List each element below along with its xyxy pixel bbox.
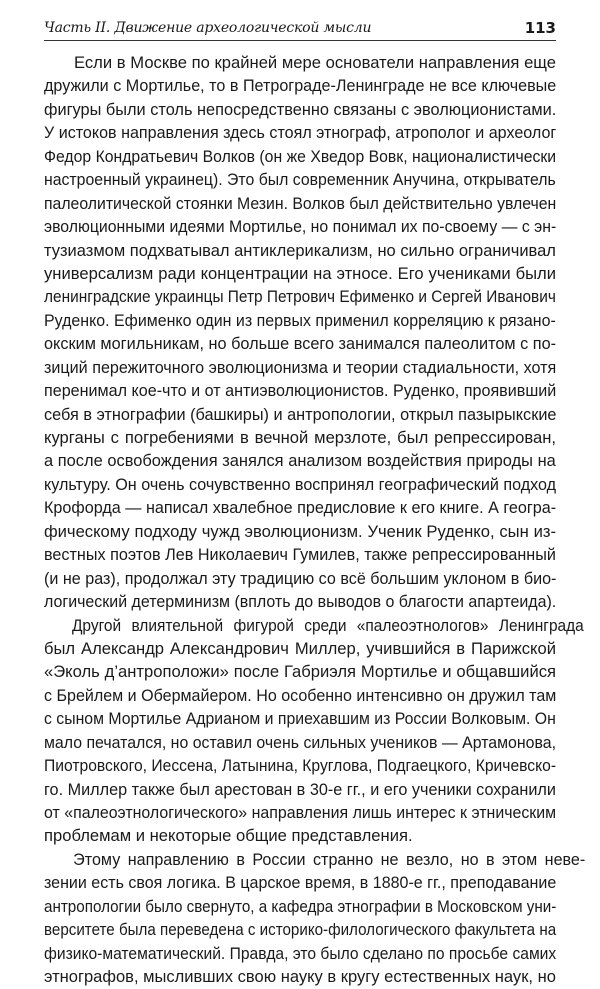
text-line: с Брейлем и Обермайером. Но особенно интенсивно он дружил там: [44, 685, 557, 705]
text-line: зении есть своя логика. В царское время, в 1880-е гг., преподавание: [44, 873, 557, 893]
text-line: культуру. Он очень сочувственно воспринял географический подход: [44, 474, 557, 494]
text-line: мало печатался, но оставил очень сильных учеников — Артамонова,: [44, 732, 556, 752]
text-line: себя в этнографии (башкиры) и антропологии, открыл пазырыкские: [44, 404, 557, 424]
text-line: проблемам и некоторые общие представления.: [44, 826, 413, 846]
paragraph: [44, 51, 556, 614]
running-title: Часть II. Движение археологической мысли: [44, 20, 372, 36]
text-line: Если в Москве по крайней мере основатели направления еще: [74, 53, 556, 72]
text-line: от «палеоэтнологического» направления лишь интерес к этническим: [44, 803, 557, 822]
page-number: 113: [524, 19, 556, 37]
text-line: перенимал кое-что и от антиэволюционистов. Руденко, проявивший: [44, 381, 557, 401]
text-line: фигуры были столь непосредственно связаны с эволюционистами.: [44, 99, 557, 119]
paragraph: [44, 848, 586, 989]
text-line: Крофорда — написал хвалебное предисловие к его книге. А геогра-: [44, 498, 557, 518]
text-line: универсализм ради концентрации на этносе. Его учениками были: [44, 263, 556, 283]
text-line: физико-математический. Правда, это было сделано по просьбе самих: [44, 943, 557, 963]
running-header: [44, 18, 556, 41]
body-text: [44, 51, 586, 989]
text-line: ленинградские украинцы Петр Петрович Ефименко и Сергей Иванович: [44, 287, 556, 307]
text-line: был Александр Александрович Миллер, учившийся в Парижской: [44, 638, 556, 658]
text-line: Руденко. Ефименко один из первых применил корреляцию к рязано-: [44, 310, 556, 330]
text-line: палеолитической стоянки Мезин. Волков был действительно увлечен: [44, 193, 557, 213]
text-line: верситете была переведена с историко-филологического факультета на: [44, 920, 557, 940]
text-line: (и не раз), продолжал эту традицию со всё большим уклоном в био-: [44, 568, 557, 588]
text-line: Другой влиятельной фигурой среди «палеоэтнологов» Ленинграда: [71, 615, 584, 635]
text-line: эволюционными идеями Мортилье, но понимал их по-своему — с эн-: [44, 217, 557, 237]
text-line: «Эколь д’антроположи» после Габриэля Мортилье и общавшийся: [44, 662, 556, 682]
text-line: окским могильникам, но больше всего занимался палеолитом с по-: [44, 334, 557, 354]
text-line: Этому направлению в России странно не везло, но в этом неве-: [73, 849, 586, 869]
text-line: Федор Кондратьевич Волков (он же Хведор Вовк, националистически: [44, 146, 557, 166]
paragraph: [44, 614, 584, 848]
text-line: Пиотровского, Иессена, Латынина, Круглова, Подгаецкого, Кричевско-: [44, 756, 557, 776]
text-line: фическому подходу чужд эволюционизм. Ученик Руденко, сын из-: [44, 521, 556, 541]
text-line: курганы с погребениями в вечной мерзлоте, был репрессирован,: [44, 428, 556, 447]
text-line: дружили с Мортилье, то в Петрограде-Ленинграде не все ключевые: [44, 76, 557, 96]
text-line: зиций пережиточного эволюционизма и теории стадиальности, хотя: [44, 357, 557, 377]
text-line: вестных поэтов Лев Николаевич Гумилев, также репрессированный: [44, 545, 556, 565]
text-line: тузиазмом подхватывал антиклерикализм, но сильно ограничивал: [44, 240, 556, 260]
text-line: У истоков направления здесь стоял этнограф, атрополог и археолог: [44, 123, 557, 143]
text-line: настроенный украинец). Это был современник Анучина, открыватель: [44, 170, 556, 190]
text-line: с сыном Мортилье Адрианом и приехавшим из России Волковым. Он: [44, 709, 556, 729]
text-line: антропологии было свернуто, а кафедра этнографии в Московском уни-: [44, 896, 557, 916]
text-line: этнографов, мысливших свою науку в кругу естественных наук, но: [44, 967, 556, 987]
text-line: логический детерминизм (вплоть до выводов о благости апартеида).: [44, 592, 557, 612]
text-line: а после освобождения занялся анализом воздействия природы на: [44, 451, 556, 471]
text-line: го. Миллер также был арестован в 30-е гг., и его ученики сохранили: [44, 779, 556, 799]
